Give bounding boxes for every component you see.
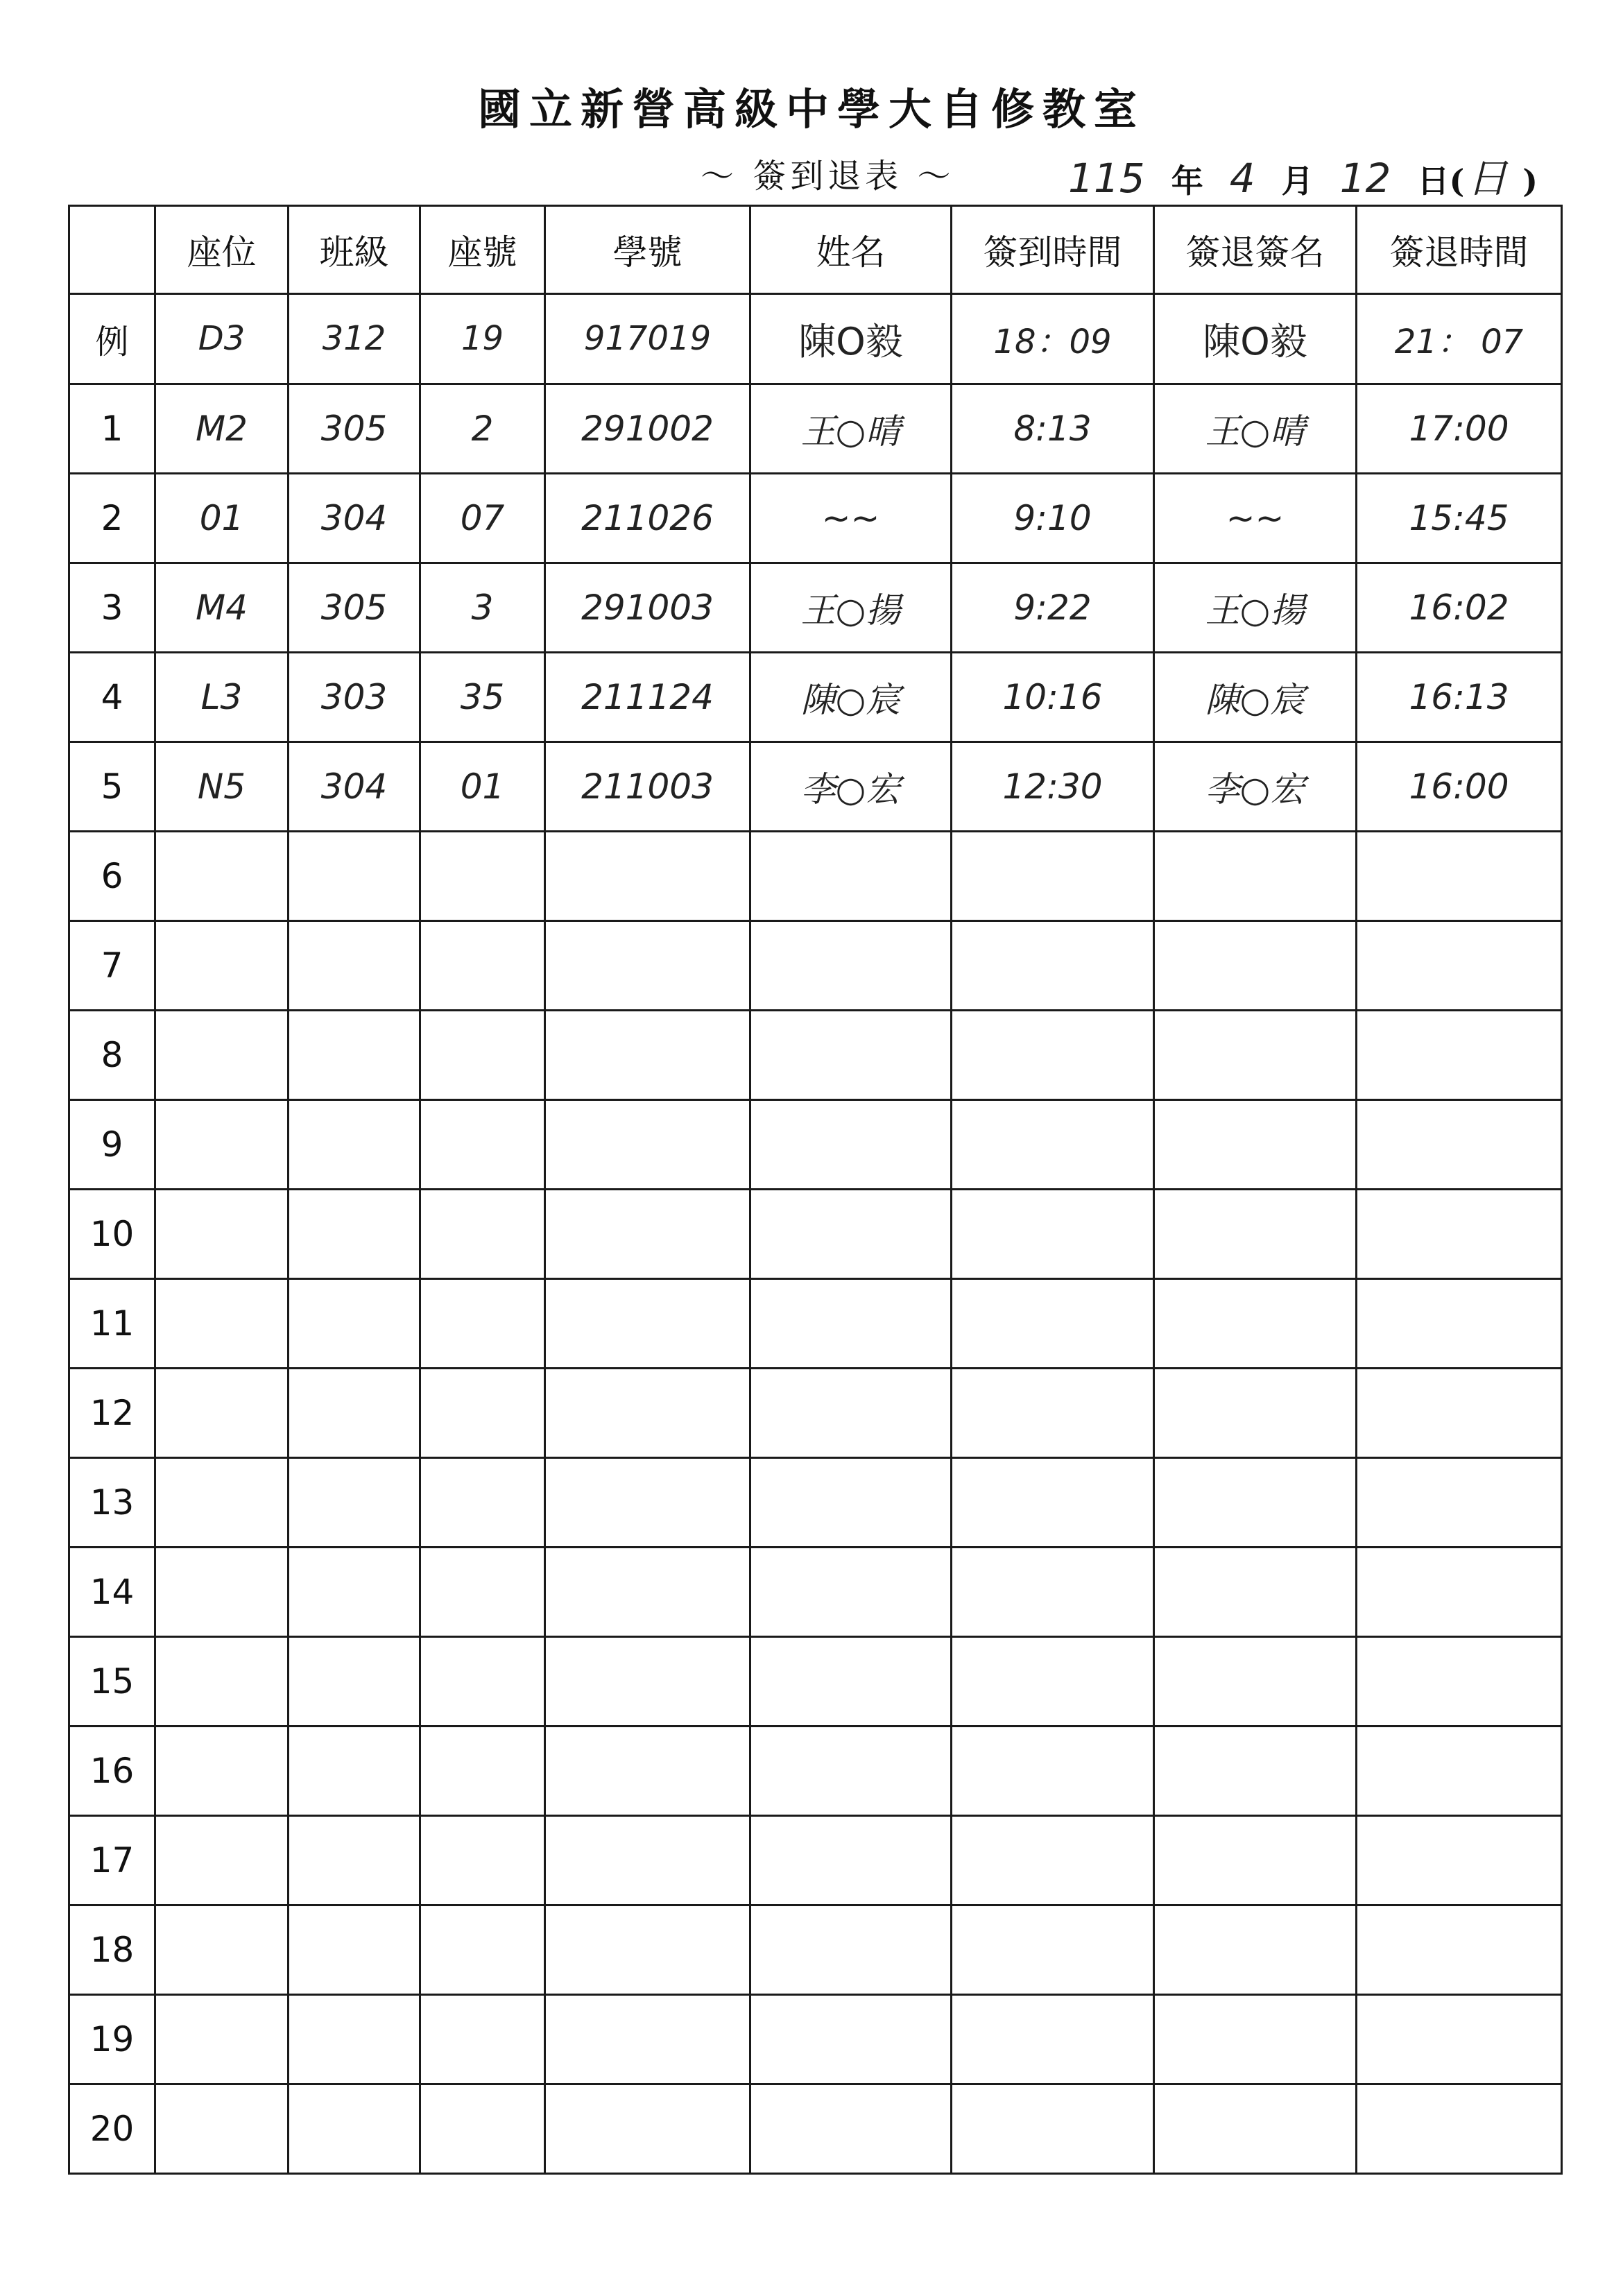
row-number-cell: 11 — [69, 1278, 155, 1368]
student-id-cell: 917019 — [545, 294, 750, 384]
student-id-cell — [545, 831, 750, 920]
class-cell: 303 — [289, 652, 420, 742]
row-number-cell: 15 — [69, 1636, 155, 1726]
name-cell: 李○宏 — [750, 742, 952, 831]
checkout-sign-cell — [1154, 920, 1357, 1010]
name-cell — [750, 1457, 952, 1547]
checkout-time-cell — [1357, 1010, 1562, 1099]
seat-no-cell — [420, 1636, 545, 1726]
checkin-time-cell: 9:22 — [952, 563, 1154, 652]
name-cell — [750, 1726, 952, 1815]
class-cell — [289, 1994, 420, 2084]
student-id-cell — [545, 1636, 750, 1726]
class-cell: 304 — [289, 742, 420, 831]
table-row — [69, 1994, 1562, 2084]
checkout-sign-cell — [1154, 1099, 1357, 1189]
student-id-cell — [545, 1547, 750, 1636]
class-cell — [289, 1457, 420, 1547]
header-cell-blank — [69, 206, 155, 294]
header-cell-name: 姓名 — [750, 206, 952, 294]
header-cell-seat: 座位 — [155, 206, 289, 294]
checkout-time-cell — [1357, 1189, 1562, 1278]
checkout-sign-cell — [1154, 1726, 1357, 1815]
checkin-time-cell: 10:16 — [952, 652, 1154, 742]
seat-cell: M4 — [155, 563, 289, 652]
seat-cell — [155, 1368, 289, 1457]
name-cell: 王○揚 — [750, 563, 952, 652]
header-cell-checkout-time: 簽退時間 — [1357, 206, 1562, 294]
class-cell — [289, 1099, 420, 1189]
seat-cell — [155, 1636, 289, 1726]
checkout-sign-cell — [1154, 1278, 1357, 1368]
student-id-cell — [545, 1010, 750, 1099]
student-id-cell: 211003 — [545, 742, 750, 831]
seat-cell — [155, 1010, 289, 1099]
table-row — [69, 2084, 1562, 2173]
seat-no-cell — [420, 1278, 545, 1368]
class-cell: 312 — [289, 294, 420, 384]
row-number-cell: 13 — [69, 1457, 155, 1547]
class-cell — [289, 1636, 420, 1726]
checkout-time-cell — [1357, 2084, 1562, 2173]
checkin-time-cell — [952, 1099, 1154, 1189]
class-cell — [289, 1368, 420, 1457]
checkin-time-cell — [952, 1994, 1154, 2084]
student-id-cell: 291002 — [545, 384, 750, 473]
row-number-cell: 3 — [69, 563, 155, 652]
seat-no-cell: 01 — [420, 742, 545, 831]
row-number-cell: 2 — [69, 473, 155, 563]
date-year-value: 115 — [1068, 155, 1145, 202]
row-number-cell: 9 — [69, 1099, 155, 1189]
header-cell-class: 班級 — [289, 206, 420, 294]
seat-no-cell — [420, 1457, 545, 1547]
seat-cell: L3 — [155, 652, 289, 742]
date-day-value: 12 — [1339, 155, 1391, 202]
class-cell: 304 — [289, 473, 420, 563]
checkin-time-cell — [952, 1010, 1154, 1099]
table-row — [69, 1457, 1562, 1547]
date-month-label: 月 — [1281, 162, 1314, 200]
seat-cell — [155, 1994, 289, 2084]
class-cell — [289, 1905, 420, 1994]
table-row — [69, 1905, 1562, 1994]
name-cell — [750, 1278, 952, 1368]
checkout-time-cell — [1357, 1636, 1562, 1726]
date-day-label: 日( — [1417, 162, 1465, 200]
date-line — [1068, 146, 1564, 204]
seat-no-cell — [420, 1815, 545, 1905]
name-cell: 陳O毅 — [750, 294, 952, 384]
class-cell: 305 — [289, 563, 420, 652]
row-number-cell: 例 — [69, 294, 155, 384]
name-cell — [750, 1636, 952, 1726]
checkin-time-cell — [952, 1547, 1154, 1636]
header-cell-student-id: 學號 — [545, 206, 750, 294]
checkin-time-cell: 18：09 — [952, 294, 1154, 384]
checkout-time-cell — [1357, 1368, 1562, 1457]
checkin-time-cell — [952, 1815, 1154, 1905]
table-row — [69, 563, 1562, 652]
checkout-time-cell: 16:00 — [1357, 742, 1562, 831]
name-cell: 陳○宸 — [750, 652, 952, 742]
class-cell — [289, 2084, 420, 2173]
name-cell — [750, 920, 952, 1010]
name-cell — [750, 2084, 952, 2173]
checkin-time-cell — [952, 920, 1154, 1010]
checkout-sign-cell — [1154, 1547, 1357, 1636]
seat-cell — [155, 1189, 289, 1278]
table-row — [69, 1368, 1562, 1457]
student-id-cell — [545, 1815, 750, 1905]
name-cell — [750, 1368, 952, 1457]
seat-no-cell: 2 — [420, 384, 545, 473]
class-cell — [289, 920, 420, 1010]
table-row — [69, 1815, 1562, 1905]
name-cell — [750, 1010, 952, 1099]
class-cell — [289, 1278, 420, 1368]
name-cell — [750, 831, 952, 920]
table-row — [69, 1189, 1562, 1278]
row-number-cell: 1 — [69, 384, 155, 473]
seat-no-cell — [420, 1547, 545, 1636]
checkout-time-cell — [1357, 1457, 1562, 1547]
checkout-sign-cell: 王○晴 — [1154, 384, 1357, 473]
checkout-time-cell — [1357, 1905, 1562, 1994]
checkin-time-cell: 8:13 — [952, 384, 1154, 473]
row-number-cell: 19 — [69, 1994, 155, 2084]
checkout-time-cell — [1357, 1099, 1562, 1189]
table-row — [69, 920, 1562, 1010]
sheet-title: 國立新營高級中學大自修教室 — [477, 84, 1145, 135]
seat-cell — [155, 1905, 289, 1994]
row-number-cell: 7 — [69, 920, 155, 1010]
example-row — [69, 294, 1562, 384]
student-id-cell: 211026 — [545, 473, 750, 563]
checkout-sign-cell — [1154, 1636, 1357, 1726]
sheet-subtitle: ～ 簽到退表 ～ — [701, 157, 955, 196]
date-weekday-close: ) — [1522, 162, 1538, 200]
student-id-cell: 211124 — [545, 652, 750, 742]
student-id-cell — [545, 1726, 750, 1815]
checkin-time-cell: 9:10 — [952, 473, 1154, 563]
seat-cell — [155, 1726, 289, 1815]
seat-cell — [155, 1547, 289, 1636]
seat-cell — [155, 1099, 289, 1189]
seat-no-cell — [420, 1099, 545, 1189]
seat-no-cell — [420, 1368, 545, 1457]
table-row — [69, 1547, 1562, 1636]
row-number-cell: 8 — [69, 1010, 155, 1099]
row-number-cell: 6 — [69, 831, 155, 920]
student-id-cell — [545, 1099, 750, 1189]
checkout-time-cell: 21： 07 — [1357, 294, 1562, 384]
name-cell — [750, 1905, 952, 1994]
table-row — [69, 831, 1562, 920]
checkin-time-cell — [952, 1726, 1154, 1815]
seat-cell: M2 — [155, 384, 289, 473]
seat-cell: D3 — [155, 294, 289, 384]
class-cell — [289, 1815, 420, 1905]
row-number-cell: 16 — [69, 1726, 155, 1815]
name-cell — [750, 1994, 952, 2084]
seat-no-cell — [420, 1905, 545, 1994]
seat-cell — [155, 831, 289, 920]
checkout-time-cell — [1357, 1994, 1562, 2084]
student-id-cell — [545, 1994, 750, 2084]
row-number-cell: 4 — [69, 652, 155, 742]
class-cell — [289, 831, 420, 920]
table-row — [69, 1278, 1562, 1368]
date-month-value: 4 — [1229, 155, 1255, 202]
class-cell: 305 — [289, 384, 420, 473]
checkout-sign-cell — [1154, 1994, 1357, 2084]
seat-no-cell — [420, 1726, 545, 1815]
checkout-sign-cell — [1154, 1905, 1357, 1994]
seat-cell: N5 — [155, 742, 289, 831]
seat-cell — [155, 1815, 289, 1905]
seat-cell — [155, 1457, 289, 1547]
class-cell — [289, 1726, 420, 1815]
checkout-sign-cell: 王○揚 — [1154, 563, 1357, 652]
checkout-time-cell: 16:13 — [1357, 652, 1562, 742]
seat-no-cell — [420, 1010, 545, 1099]
checkin-time-cell — [952, 1189, 1154, 1278]
table-row — [69, 1636, 1562, 1726]
header-cell-checkout-sign: 簽退簽名 — [1154, 206, 1357, 294]
checkout-sign-cell — [1154, 1457, 1357, 1547]
checkout-sign-cell — [1154, 1368, 1357, 1457]
name-cell — [750, 1099, 952, 1189]
row-number-cell: 14 — [69, 1547, 155, 1636]
checkout-sign-cell — [1154, 831, 1357, 920]
student-id-cell: 291003 — [545, 563, 750, 652]
row-number-cell: 12 — [69, 1368, 155, 1457]
seat-cell — [155, 2084, 289, 2173]
name-cell: ~~ — [750, 473, 952, 563]
row-number-cell: 20 — [69, 2084, 155, 2173]
student-id-cell — [545, 1457, 750, 1547]
checkout-sign-cell — [1154, 1010, 1357, 1099]
date-weekday-value: 日 — [1467, 155, 1508, 202]
row-number-cell: 5 — [69, 742, 155, 831]
seat-cell — [155, 1278, 289, 1368]
student-id-cell — [545, 1368, 750, 1457]
checkin-time-cell — [952, 831, 1154, 920]
student-id-cell — [545, 920, 750, 1010]
checkout-sign-cell: 陳O毅 — [1154, 294, 1357, 384]
checkout-sign-cell — [1154, 2084, 1357, 2173]
checkout-time-cell — [1357, 1726, 1562, 1815]
table-row — [69, 1099, 1562, 1189]
class-cell — [289, 1547, 420, 1636]
table-row — [69, 1010, 1562, 1099]
student-id-cell — [545, 1905, 750, 1994]
seat-no-cell — [420, 1189, 545, 1278]
student-id-cell — [545, 1278, 750, 1368]
name-cell — [750, 1547, 952, 1636]
checkout-sign-cell: 陳○宸 — [1154, 652, 1357, 742]
table-row — [69, 384, 1562, 473]
student-id-cell — [545, 1189, 750, 1278]
table-row — [69, 473, 1562, 563]
checkout-sign-cell — [1154, 1189, 1357, 1278]
checkout-time-cell: 17:00 — [1357, 384, 1562, 473]
checkin-time-cell — [952, 1278, 1154, 1368]
checkin-time-cell — [952, 1905, 1154, 1994]
checkout-time-cell: 16:02 — [1357, 563, 1562, 652]
checkin-time-cell — [952, 1368, 1154, 1457]
signin-table — [68, 205, 1563, 2175]
seat-no-cell — [420, 920, 545, 1010]
seat-no-cell — [420, 1994, 545, 2084]
checkin-time-cell — [952, 1636, 1154, 1726]
row-number-cell: 18 — [69, 1905, 155, 1994]
student-id-cell — [545, 2084, 750, 2173]
checkout-time-cell — [1357, 1547, 1562, 1636]
seat-no-cell: 35 — [420, 652, 545, 742]
header-cell-seat-no: 座號 — [420, 206, 545, 294]
seat-no-cell: 3 — [420, 563, 545, 652]
name-cell — [750, 1189, 952, 1278]
class-cell — [289, 1189, 420, 1278]
table-header-row — [69, 206, 1562, 294]
name-cell — [750, 1815, 952, 1905]
date-year-label: 年 — [1171, 162, 1203, 200]
name-cell: 王○晴 — [750, 384, 952, 473]
checkin-time-cell — [952, 2084, 1154, 2173]
checkout-sign-cell: 李○宏 — [1154, 742, 1357, 831]
checkout-time-cell — [1357, 1815, 1562, 1905]
checkout-time-cell: 15:45 — [1357, 473, 1562, 563]
checkin-time-cell — [952, 1457, 1154, 1547]
row-number-cell: 10 — [69, 1189, 155, 1278]
seat-no-cell — [420, 831, 545, 920]
header-cell-checkin-time: 簽到時間 — [952, 206, 1154, 294]
checkout-time-cell — [1357, 831, 1562, 920]
seat-cell: 01 — [155, 473, 289, 563]
class-cell — [289, 1010, 420, 1099]
table-row — [69, 1726, 1562, 1815]
seat-no-cell: 07 — [420, 473, 545, 563]
seat-no-cell: 19 — [420, 294, 545, 384]
table-row — [69, 652, 1562, 742]
checkin-time-cell: 12:30 — [952, 742, 1154, 831]
checkout-time-cell — [1357, 1278, 1562, 1368]
checkout-sign-cell — [1154, 1815, 1357, 1905]
seat-cell — [155, 920, 289, 1010]
checkout-time-cell — [1357, 920, 1562, 1010]
table-row — [69, 742, 1562, 831]
seat-no-cell — [420, 2084, 545, 2173]
checkout-sign-cell: ~~ — [1154, 473, 1357, 563]
row-number-cell: 17 — [69, 1815, 155, 1905]
